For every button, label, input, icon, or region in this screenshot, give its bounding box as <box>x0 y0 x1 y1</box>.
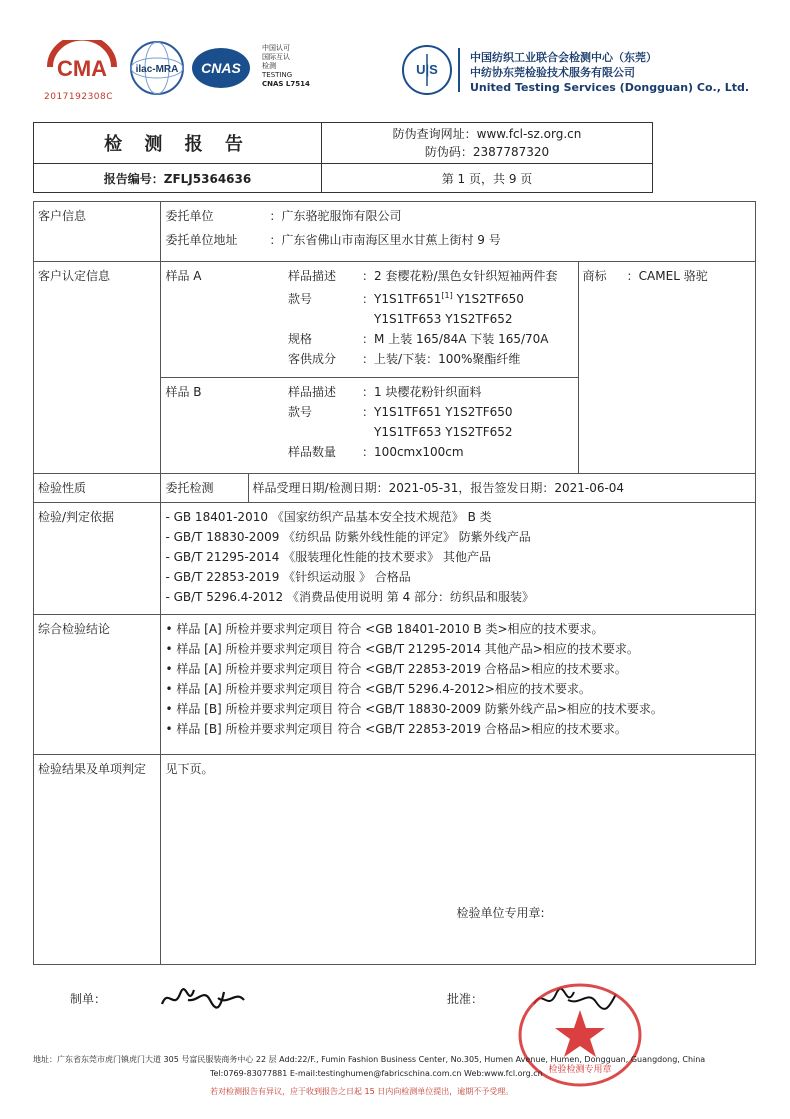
conclusion-item: • 样品 [A] 所检并要求判定项目 符合 <GB/T 21295-2014 其他产品>相应的技术要求。 <box>165 642 639 656</box>
sample-a-details: 样品描述 ：2 套樱花粉/黑色女针织短袖两件套 款号 ：Y1S1TF651[1] Y1S2TF650 Y1S1TF653 Y1S2TF652 规格 ：M 上装 165/84A 下装 165/70A 客供成分 ：上装/下装：100%聚酯纤维 <box>248 262 578 378</box>
basis-item: - GB/T 5296.4-2012 《消费品使用说明 第 4 部分：纺织品和服装》 <box>165 590 535 604</box>
client-row <box>34 202 756 262</box>
brand-cell: 商标 ：CAMEL 骆驼 <box>578 262 755 474</box>
basis-item: - GB/T 18830-2009 《纺织品 防紫外线性能的评定》 防紫外线产品 <box>165 530 531 544</box>
samples-label: 客户认定信息 <box>34 262 161 474</box>
title-block <box>33 122 653 193</box>
sample-a-name: 样品 A <box>161 262 248 378</box>
conclusion-item: • 样品 [B] 所检并要求判定项目 符合 <GB/T 18830-2009 防紫外线产品>相应的技术要求。 <box>165 702 663 716</box>
conclusion-item: • 样品 [A] 所检并要求判定项目 符合 <GB/T 22853-2019 合格品>相应的技术要求。 <box>165 662 627 676</box>
svg-text:CMA: CMA <box>56 56 108 81</box>
page-info: 第 1 页，共 9 页 <box>322 164 653 193</box>
org-divider <box>458 48 460 92</box>
sample-a-row <box>34 262 756 378</box>
footer-contact: Tel:0769-83077881 E-mail:testinghumen@fabricschina.com.cn Web:www.fcl.org.cn <box>210 1069 543 1078</box>
sample-b-name: 样品 B <box>161 378 248 474</box>
org-name-en: United Testing Services (Dongguan) Co., Ltd. <box>470 81 750 94</box>
svg-text:ilac-MRA: ilac-MRA <box>135 64 179 75</box>
maker-label: 制单： <box>70 992 107 1006</box>
report-table <box>33 201 756 965</box>
svg-text:CNAS: CNAS <box>201 60 241 76</box>
organization-name <box>470 50 749 95</box>
seal-label: 检验单位专用章: <box>456 906 545 920</box>
basis-item: - GB 18401-2010 《国家纺织产品基本安全技术规范》 B 类 <box>165 510 492 524</box>
conclusion-item: • 样品 [A] 所检并要求判定项目 符合 <GB/T 5296.4-2012>相应的技术要求。 <box>165 682 591 696</box>
basis-label: 检验/判定依据 <box>34 503 161 615</box>
conclusion-item: • 样品 [B] 所检并要求判定项目 符合 <GB/T 22853-2019 合格品>相应的技术要求。 <box>165 722 627 736</box>
org-name-cn2: 中纺协东莞检验技术服务有限公司 <box>470 66 635 79</box>
client-address: ：广东省佛山市南海区里水甘蕉上街村 9 号 <box>269 233 501 247</box>
basis-list <box>161 503 756 615</box>
svg-text:U|S: U|S <box>416 62 438 77</box>
report-number: 报告编号：ZFLJ5364636 <box>34 164 322 193</box>
anti-fake-code: 防伪码：2387787320 <box>424 145 550 159</box>
nature-row <box>34 474 756 503</box>
conclusion-item: • 样品 [A] 所检并要求判定项目 符合 <GB 18401-2010 B 类>相应的技术要求。 <box>165 622 604 636</box>
client-info: 委托单位 ：广东骆驼服饰有限公司 委托单位地址 ：广东省佛山市南海区里水甘蕉上街村 9 号 <box>161 202 756 262</box>
footer-address: 地址：广东省东莞市虎门镇虎门大道 305 号富民服装商务中心 22 层 Add:22/F., Fumin Fashion Business Center, No.305, Humen Avenue, Humen, Dongguan, Guangdong, China <box>33 1055 706 1064</box>
conclusion-row <box>34 615 756 755</box>
cma-logo <box>44 40 120 94</box>
sample-b-details: 样品描述 ：1 块樱花粉针织面料 款号 ：Y1S1TF651 Y1S2TF650 Y1S1TF653 Y1S2TF652 样品数量 ：100cmx100cm <box>248 378 578 474</box>
results-cell <box>161 755 756 965</box>
svg-text:检验检测专用章: 检验检测专用章 <box>548 1065 612 1075</box>
nature-dates: 样品受理日期/检测日期：2021-05-31，报告签发日期：2021-06-04 <box>248 474 755 503</box>
uts-logo <box>400 44 454 96</box>
footer-notice: 若对检测报告有异议，应于收到报告之日起 15 日内向检测单位提出，逾期不予受理。 <box>210 1087 514 1096</box>
ilac-mra-logo <box>128 40 186 96</box>
brand-value: ：CAMEL 骆驼 <box>626 269 708 283</box>
basis-item: - GB/T 21295-2014 《服装理化性能的技术要求》 其他产品 <box>165 550 491 564</box>
cma-number: 2017192308C <box>44 92 114 102</box>
results-label: 检验结果及单项判定 <box>34 755 161 965</box>
cnas-caption: 中国认可 国际互认 检测 TESTING CNAS L7514 <box>262 44 310 88</box>
anti-fake-url: 防伪查询网址：www.fcl-sz.org.cn <box>392 127 582 141</box>
conclusion-list <box>161 615 756 755</box>
results-value: 见下页。 <box>165 762 214 776</box>
report-title: 检 测 报 告 <box>34 123 322 164</box>
conclusion-label: 综合检验结论 <box>34 615 161 755</box>
client-label: 客户信息 <box>34 202 161 262</box>
nature-value: 委托检测 <box>161 474 248 503</box>
basis-item: - GB/T 22853-2019 《针织运动服 》 合格品 <box>165 570 411 584</box>
basis-row <box>34 503 756 615</box>
client-unit: ：广东骆驼服饰有限公司 <box>269 209 402 223</box>
nature-label: 检验性质 <box>34 474 161 503</box>
anti-fake-info <box>322 123 653 164</box>
approver-label: 批准： <box>447 992 484 1006</box>
results-row <box>34 755 756 965</box>
maker-signature <box>158 980 248 1016</box>
cnas-logo <box>190 46 252 90</box>
org-name-cn1: 中国纺织工业联合会检测中心（东莞） <box>470 51 657 64</box>
